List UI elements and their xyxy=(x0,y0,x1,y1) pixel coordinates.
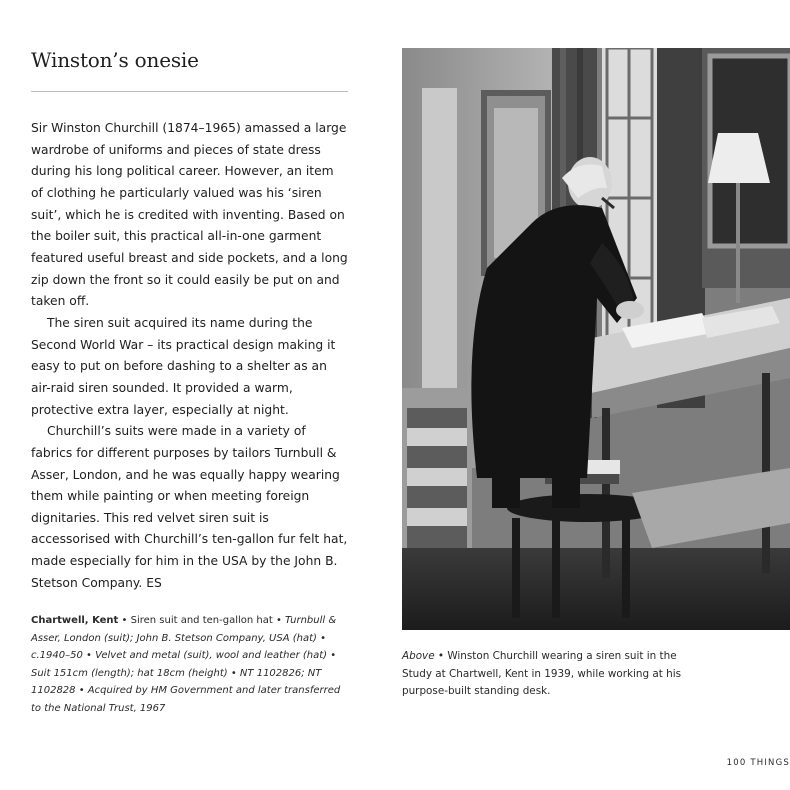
object-caption-title: • Siren suit and ten-gallon hat • xyxy=(118,615,286,626)
paragraph-1: Sir Winston Churchill (1874–1965) amassed a large wardrobe of uniforms and pieces of state dress during his long political career. However, an item of clothing he particularly valued was his ‘siren suit’, which he is credited with inventing. Based on the boiler suit, this practical all-in-one garment featured useful breast and side pockets, and a long zip down the front so it could easily be put on and taken off. xyxy=(31,121,348,309)
object-caption-label: Chartwell, Kent xyxy=(31,615,119,626)
paragraph-2: The siren suit acquired its name during the Second World War – its practical design making it easy to put on before dashing to a shelter as an air-raid siren sounded. It provided a warm, protective extra layer, especially at night. xyxy=(31,315,336,417)
page-title: Winston’s onesie xyxy=(31,48,199,72)
article-body xyxy=(31,118,349,594)
running-footer: 100 THINGS xyxy=(726,758,790,768)
paragraph-3: Churchill’s suits were made in a variety of fabrics for different purposes by tailors Turnbull & Asser, London, and he was equally happy wearing them while painting or when meeting foreign dignitaries. This red velvet siren suit is accessorised with Churchill’s ten-gallon fur felt hat, made especially for him in the USA by the John B. Stetson Company. ES xyxy=(31,424,348,590)
churchill-study-photo xyxy=(402,48,790,630)
photo-caption xyxy=(402,648,702,701)
object-caption-details: Turnbull & Asser, London (suit); John B. Stetson Company, USA (hat) • c.1940–50 • Velvet and metal (suit), wool and leather (hat) • Suit 151cm (length); hat 18cm (height) • NT 1102826; NT 1102828 • Acquired by HM Government and later transferred to the National Trust, 1967 xyxy=(31,615,341,714)
title-divider xyxy=(31,91,348,92)
photo-caption-text: • Winston Churchill wearing a siren suit in the Study at Chartwell, Kent in 1939, while working at his purpose-built standing desk. xyxy=(402,650,682,697)
object-caption xyxy=(31,612,349,717)
photo-caption-label: Above xyxy=(402,650,435,662)
